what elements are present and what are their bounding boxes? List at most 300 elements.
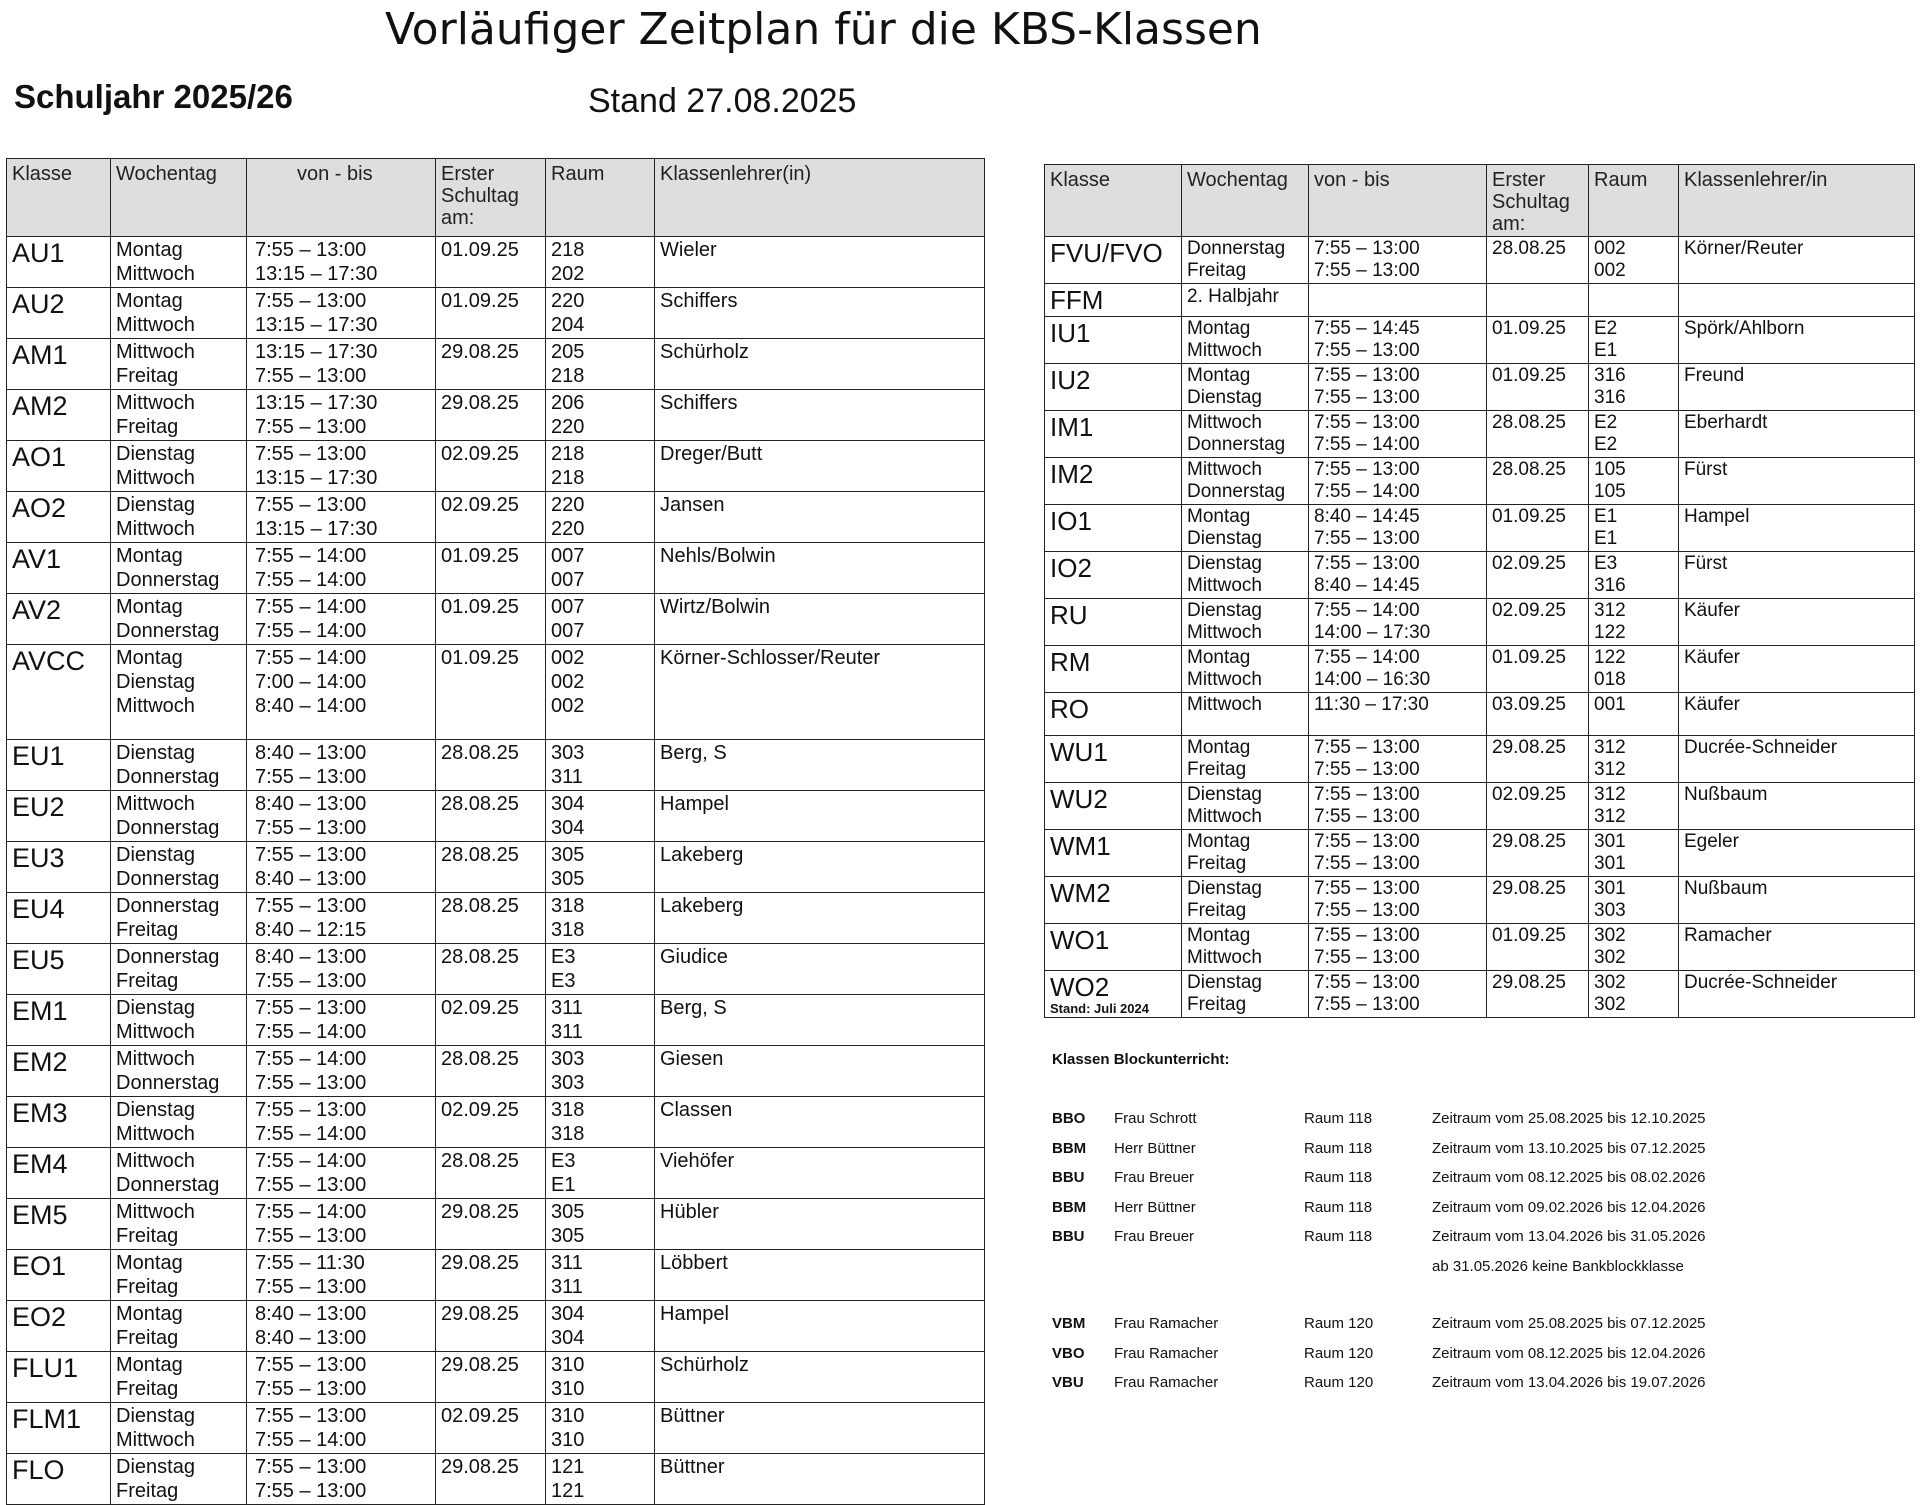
teacher-name: Nußbaum [1684, 878, 1768, 899]
class-name: AV1 [12, 544, 62, 574]
teacher-cell [655, 339, 985, 390]
teacher-cell [655, 288, 985, 339]
start-date-cell [436, 944, 546, 995]
weekday: Freitag [116, 1480, 179, 1502]
teacher-name: Nehls/Bolwin [660, 545, 776, 567]
class-name: AVCC [12, 646, 86, 676]
block-room: Raum 120 [1304, 1344, 1374, 1362]
teacher-name: Dreger/Butt [660, 443, 763, 465]
room-cell [546, 237, 655, 288]
class-cell [7, 339, 111, 390]
time-cell [1309, 317, 1487, 364]
weekday-cell [111, 944, 247, 995]
teacher-cell [1679, 237, 1915, 284]
teacher-name: Hampel [660, 1303, 729, 1325]
start-date: 28.08.25 [441, 742, 519, 764]
teacher-cell [1679, 458, 1915, 505]
weekday: Dienstag [116, 844, 195, 866]
class-cell [7, 893, 111, 944]
time-cell [247, 543, 436, 594]
weekday: Montag [1187, 925, 1251, 946]
class-name: EO1 [12, 1251, 67, 1281]
time-range: 7:55 – 13:00 [1314, 238, 1420, 259]
time-cell [247, 594, 436, 645]
room-number: 303 [1594, 900, 1626, 921]
teacher-name: Schiffers [660, 392, 738, 414]
time-range: 7:55 – 13:00 [1314, 340, 1420, 361]
weekday: Freitag [1187, 759, 1247, 780]
time-range: 7:55 – 13:00 [1314, 831, 1420, 852]
class-cell [1045, 830, 1182, 877]
time-range: 7:55 – 13:00 [255, 1072, 367, 1094]
weekday-cell [1182, 364, 1309, 411]
teacher-cell [1679, 505, 1915, 552]
teacher-cell [1679, 284, 1915, 317]
room-number: 316 [1594, 575, 1626, 596]
table-row [7, 594, 985, 645]
time-range: 7:55 – 13:00 [1314, 459, 1420, 480]
class-name: FFM [1050, 285, 1104, 315]
start-date: 02.09.25 [441, 1405, 519, 1427]
start-date-cell [1487, 599, 1589, 646]
weekday-cell [1182, 646, 1309, 693]
teacher-name: Berg, S [660, 742, 727, 764]
teacher-name: Ducrée-Schneider [1684, 972, 1838, 993]
block-room: Raum 118 [1304, 1228, 1373, 1245]
class-name: RM [1050, 647, 1091, 677]
room-number: 305 [551, 1201, 585, 1223]
start-date: 28.08.25 [441, 1150, 519, 1172]
time-cell [247, 288, 436, 339]
time-range: 7:55 – 13:00 [1314, 260, 1420, 281]
schedule-table-right [1044, 164, 1915, 1018]
weekday: Mittwoch [116, 467, 195, 489]
teacher-cell [655, 1148, 985, 1199]
block-room: Raum 118 [1304, 1110, 1373, 1127]
room-cell [546, 1148, 655, 1199]
time-range: 7:55 – 13:00 [1314, 925, 1420, 946]
teacher-cell [655, 543, 985, 594]
room-number: 312 [1594, 600, 1626, 621]
room-number: 316 [1594, 365, 1626, 386]
block-period: Zeitraum vom 25.08.2025 bis 12.10.2025 [1432, 1110, 1706, 1127]
weekday: Donnerstag [1187, 481, 1286, 502]
header-raum: Raum [546, 159, 655, 237]
room-number: E1 [1594, 528, 1618, 549]
start-date: 02.09.25 [1492, 784, 1566, 805]
class-cell [7, 1148, 111, 1199]
room-cell [546, 1250, 655, 1301]
class-cell [1045, 317, 1182, 364]
teacher-cell [655, 1250, 985, 1301]
school-year: Schuljahr 2025/26 [14, 78, 293, 115]
weekday: Dienstag [1187, 553, 1262, 574]
stand-note: Stand: Juli 2024 [1050, 1001, 1149, 1016]
room-cell [1589, 237, 1679, 284]
time-range: 7:55 – 13:00 [1314, 528, 1420, 549]
weekday-cell [111, 1097, 247, 1148]
class-cell [7, 288, 111, 339]
start-date: 28.08.25 [441, 793, 519, 815]
class-cell [1045, 646, 1182, 693]
room-number: 002 [1594, 238, 1626, 259]
time-range: 7:55 – 13:00 [255, 895, 367, 917]
room-number: 002 [1594, 260, 1626, 281]
weekday: Montag [1187, 506, 1251, 527]
class-cell [7, 1199, 111, 1250]
table-row [7, 237, 985, 288]
block-period: Zeitraum vom 25.08.2025 bis 07.12.2025 [1432, 1315, 1706, 1332]
room-number: 311 [551, 1021, 583, 1043]
room-number: 311 [551, 1252, 583, 1274]
header-klassenlehrer: Klassenlehrer(in) [655, 159, 985, 237]
weekday: Freitag [116, 1276, 179, 1298]
teacher-name: Fürst [1684, 459, 1728, 480]
class-name: IU2 [1050, 365, 1091, 395]
time-range: 8:40 – 13:00 [255, 793, 367, 815]
class-name: EM2 [12, 1047, 68, 1077]
time-range: 7:55 – 13:00 [255, 1099, 367, 1121]
time-range: 11:30 – 17:30 [1314, 694, 1429, 715]
weekday-cell [111, 441, 247, 492]
table-row [1045, 693, 1915, 736]
time-range: 7:55 – 13:00 [1314, 947, 1420, 968]
room-number: 302 [1594, 925, 1626, 946]
room-number: 312 [1594, 784, 1626, 805]
teacher-cell [655, 1097, 985, 1148]
weekday: Mittwoch [1187, 669, 1262, 690]
time-range: 7:55 – 14:00 [255, 1123, 367, 1145]
room-cell [1589, 599, 1679, 646]
block-title: Klassen Blockunterricht: [1052, 1051, 1230, 1068]
time-range: 7:55 – 11:30 [255, 1252, 365, 1274]
room-number: 220 [551, 290, 585, 312]
teacher-cell [655, 1454, 985, 1505]
start-date-cell [1487, 646, 1589, 693]
time-range: 7:55 – 13:00 [255, 844, 367, 866]
room-number: 311 [551, 1276, 583, 1298]
class-name: AV2 [12, 595, 62, 625]
time-range: 7:55 – 13:00 [255, 766, 367, 788]
class-name: EU3 [12, 843, 65, 873]
weekday-cell [111, 995, 247, 1046]
table-row [7, 791, 985, 842]
teacher-cell [1679, 646, 1915, 693]
class-name: EM3 [12, 1098, 68, 1128]
weekday-cell [111, 543, 247, 594]
time-range: 7:55 – 13:00 [1314, 412, 1420, 433]
room-cell [1589, 505, 1679, 552]
weekday: Mittwoch [1187, 947, 1262, 968]
time-cell [247, 390, 436, 441]
class-cell [7, 1250, 111, 1301]
room-number: 302 [1594, 972, 1626, 993]
time-range: 14:00 – 17:30 [1314, 622, 1431, 643]
block-teacher: Frau Schrott [1114, 1110, 1197, 1127]
room-number: 312 [1594, 806, 1626, 827]
block-code: BBO [1052, 1110, 1086, 1127]
class-cell [7, 944, 111, 995]
class-cell [7, 1352, 111, 1403]
teacher-cell [655, 1403, 985, 1454]
weekday: Montag [1187, 365, 1251, 386]
teacher-cell [1679, 317, 1915, 364]
class-cell [1045, 505, 1182, 552]
room-number: 318 [551, 895, 585, 917]
class-cell [7, 237, 111, 288]
time-range: 13:15 – 17:30 [255, 314, 378, 336]
class-name: WU2 [1050, 784, 1108, 814]
weekday-cell [1182, 924, 1309, 971]
block-code: VBU [1052, 1374, 1084, 1391]
teacher-name: Giudice [660, 946, 728, 968]
block-teacher: Herr Büttner [1114, 1198, 1196, 1216]
block-code: BBM [1052, 1198, 1087, 1216]
weekday-cell [111, 1352, 247, 1403]
teacher-name: Nußbaum [1684, 784, 1768, 805]
weekday: Dienstag [116, 494, 195, 516]
time-range: 7:55 – 13:00 [1314, 759, 1420, 780]
class-name: EM1 [12, 996, 68, 1026]
teacher-cell [1679, 971, 1915, 1018]
room-cell [546, 594, 655, 645]
teacher-cell [1679, 830, 1915, 877]
table-row [7, 441, 985, 492]
time-cell [1309, 924, 1487, 971]
class-name: FLU1 [12, 1353, 79, 1383]
weekday-cell [1182, 783, 1309, 830]
room-number: 305 [551, 868, 585, 890]
weekday: Montag [1187, 737, 1251, 758]
start-date-cell [1487, 317, 1589, 364]
time-cell [1309, 736, 1487, 783]
table-row [7, 740, 985, 791]
weekday: Montag [1187, 318, 1251, 339]
room-number: E2 [1594, 434, 1618, 455]
room-cell [1589, 877, 1679, 924]
weekday: Dienstag [116, 1099, 195, 1121]
room-number: 311 [551, 997, 583, 1019]
weekday: Freitag [116, 365, 179, 387]
weekday: Mittwoch [1187, 340, 1262, 361]
weekday: 2. Halbjahr [1187, 286, 1279, 307]
room-number: E3 [551, 946, 576, 968]
time-cell [1309, 552, 1487, 599]
class-name: WU1 [1050, 737, 1108, 767]
room-cell [546, 893, 655, 944]
weekday: Freitag [1187, 260, 1247, 281]
class-cell [1045, 552, 1182, 599]
time-range: 8:40 – 14:45 [1314, 506, 1420, 527]
class-name: WM2 [1050, 878, 1111, 908]
room-number: 007 [551, 545, 585, 567]
room-number: E3 [551, 1150, 576, 1172]
time-range: 7:55 – 13:00 [255, 970, 367, 992]
room-number: 303 [551, 1048, 585, 1070]
table-row [7, 288, 985, 339]
header-erster-schultag: Erster Schultag am: [436, 159, 546, 237]
room-cell [1589, 458, 1679, 505]
room-number: 304 [551, 817, 585, 839]
room-number: 121 [551, 1456, 585, 1478]
teacher-name: Hampel [1684, 506, 1750, 527]
weekday: Mittwoch [1187, 575, 1262, 596]
teacher-name: Ramacher [1684, 925, 1772, 946]
weekday: Montag [116, 596, 183, 618]
room-cell [546, 1097, 655, 1148]
time-range: 7:55 – 13:00 [255, 1354, 367, 1376]
weekday-cell [111, 1301, 247, 1352]
start-date: 28.08.25 [1492, 412, 1566, 433]
time-range: 7:55 – 13:00 [255, 1225, 367, 1247]
teacher-name: Hampel [660, 793, 729, 815]
room-number: 303 [551, 742, 585, 764]
room-number: 122 [1594, 622, 1626, 643]
start-date: 01.09.25 [1492, 925, 1566, 946]
teacher-name: Käufer [1684, 600, 1740, 621]
room-cell [546, 441, 655, 492]
teacher-cell [655, 893, 985, 944]
weekday: Mittwoch [116, 1429, 195, 1451]
block-note: ab 31.05.2026 keine Bankblockklasse [1432, 1258, 1684, 1275]
start-date: 29.08.25 [441, 392, 519, 414]
table-row [1045, 646, 1915, 693]
teacher-cell [1679, 411, 1915, 458]
room-number: 220 [551, 494, 585, 516]
weekday: Freitag [116, 970, 179, 992]
class-name: AO1 [12, 442, 67, 472]
weekday: Donnerstag [116, 895, 220, 917]
start-date: 29.08.25 [1492, 737, 1566, 758]
weekday-cell [1182, 317, 1309, 364]
class-cell [1045, 411, 1182, 458]
start-date: 29.08.25 [441, 341, 519, 363]
time-range: 7:55 – 14:45 [1314, 318, 1420, 339]
table-row [7, 1199, 985, 1250]
start-date: 29.08.25 [441, 1201, 519, 1223]
teacher-name: Schürholz [660, 1354, 749, 1376]
start-date-cell [436, 492, 546, 543]
room-cell [1589, 736, 1679, 783]
time-range: 7:55 – 13:00 [255, 1480, 367, 1502]
start-date: 03.09.25 [1492, 694, 1566, 715]
start-date-cell [1487, 284, 1589, 317]
teacher-name: Körner-Schlosser/Reuter [660, 647, 881, 669]
start-date: 29.08.25 [1492, 972, 1566, 993]
time-range: 8:40 – 13:00 [255, 1327, 367, 1349]
start-date-cell [436, 237, 546, 288]
time-cell [247, 1148, 436, 1199]
weekday-cell [1182, 830, 1309, 877]
time-range: 13:15 – 17:30 [255, 518, 378, 540]
start-date-cell [436, 288, 546, 339]
time-cell [247, 1352, 436, 1403]
weekday-cell [111, 1250, 247, 1301]
weekday: Montag [116, 239, 183, 261]
room-cell [546, 288, 655, 339]
weekday: Mittwoch [116, 263, 195, 285]
table-row [1045, 552, 1915, 599]
room-cell [546, 390, 655, 441]
room-number: E2 [1594, 318, 1618, 339]
time-cell [1309, 364, 1487, 411]
start-date-cell [1487, 552, 1589, 599]
weekday: Freitag [1187, 853, 1247, 874]
room-cell [546, 1199, 655, 1250]
weekday: Mittwoch [116, 341, 195, 363]
weekday-cell [111, 893, 247, 944]
weekday: Montag [1187, 831, 1251, 852]
start-date: 02.09.25 [1492, 600, 1566, 621]
weekday-cell [111, 237, 247, 288]
time-range: 7:55 – 13:00 [1314, 784, 1420, 805]
weekday-cell [111, 1403, 247, 1454]
table-row [1045, 284, 1915, 317]
header-wochentag: Wochentag [111, 159, 247, 237]
table-row [7, 1148, 985, 1199]
time-range: 7:55 – 13:00 [255, 1276, 367, 1298]
weekday: Donnerstag [116, 946, 220, 968]
teacher-cell [1679, 364, 1915, 411]
teacher-cell [655, 995, 985, 1046]
class-cell [1045, 284, 1182, 317]
weekday-cell [1182, 736, 1309, 783]
start-date: 29.08.25 [1492, 831, 1566, 852]
room-number: 304 [551, 1303, 585, 1325]
teacher-cell [655, 441, 985, 492]
class-name: IM1 [1050, 412, 1094, 442]
table-row [1045, 237, 1915, 284]
teacher-cell [655, 740, 985, 791]
room-number: E1 [551, 1174, 576, 1196]
weekday: Freitag [116, 1327, 179, 1349]
start-date-cell [436, 645, 546, 740]
start-date: 01.09.25 [1492, 318, 1566, 339]
time-cell [247, 791, 436, 842]
class-cell [1045, 599, 1182, 646]
start-date-cell [436, 893, 546, 944]
time-range: 7:55 – 14:00 [255, 1021, 367, 1043]
time-range: 7:55 – 13:00 [255, 1405, 367, 1427]
time-cell [1309, 599, 1487, 646]
room-number: 204 [551, 314, 585, 336]
weekday: Donnerstag [116, 868, 220, 890]
start-date-cell [436, 390, 546, 441]
teacher-cell [1679, 599, 1915, 646]
teacher-name: Fürst [1684, 553, 1728, 574]
room-cell [1589, 284, 1679, 317]
teacher-name: Egeler [1684, 831, 1739, 852]
table-row [7, 390, 985, 441]
start-date-cell [436, 543, 546, 594]
teacher-cell [655, 390, 985, 441]
weekday: Dienstag [116, 742, 195, 764]
teacher-name: Käufer [1684, 694, 1740, 715]
weekday-cell [1182, 458, 1309, 505]
room-cell [1589, 924, 1679, 971]
time-cell [247, 944, 436, 995]
weekday: Mittwoch [1187, 459, 1262, 480]
room-number: 105 [1594, 481, 1626, 502]
class-cell [1045, 783, 1182, 830]
time-range: 13:15 – 17:30 [255, 341, 378, 363]
teacher-cell [655, 237, 985, 288]
table-row [7, 339, 985, 390]
weekday-cell [111, 390, 247, 441]
weekday: Mittwoch [1187, 806, 1262, 827]
teacher-cell [1679, 783, 1915, 830]
time-range: 7:55 – 14:00 [1314, 434, 1420, 455]
